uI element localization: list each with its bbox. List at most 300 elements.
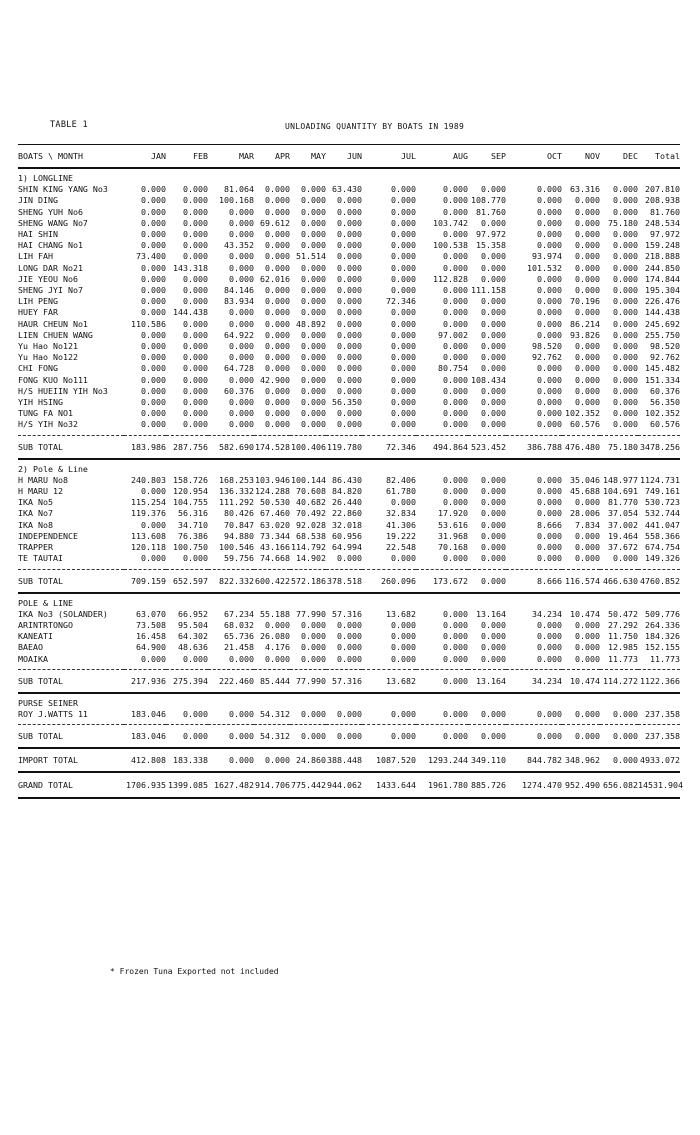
cell-value: 37.672 — [608, 542, 638, 553]
cell-value: 70.608 — [296, 486, 326, 497]
cell-value: 0.000 — [443, 708, 468, 719]
table-row — [18, 285, 680, 296]
cell-value: 914.706 — [254, 772, 290, 798]
row-label: TE TAUTAI — [18, 553, 63, 564]
cell-value: 0.000 — [183, 374, 208, 385]
cell-value: 0.000 — [229, 262, 254, 273]
cell-value: 0.000 — [141, 374, 166, 385]
cell-value: 0.000 — [265, 385, 290, 396]
cell-value: 0.000 — [141, 486, 166, 497]
cell-value: 0.000 — [613, 206, 638, 217]
table-row — [18, 419, 680, 430]
cell-value: 0.000 — [481, 408, 506, 419]
cell-value: 41.306 — [386, 519, 416, 530]
cell-value: 145.482 — [645, 363, 680, 374]
cell-value: 174.844 — [645, 273, 680, 284]
cell-value: 195.304 — [645, 285, 680, 296]
table-row — [18, 553, 680, 564]
cell-value: 32.834 — [386, 508, 416, 519]
cell-value: 103.742 — [433, 217, 468, 228]
cell-value: 0.000 — [575, 385, 600, 396]
import-total-row — [18, 748, 680, 772]
table-row — [18, 240, 680, 251]
cell-value: 70.196 — [570, 296, 600, 307]
cell-value: 494.864 — [416, 435, 468, 459]
cell-value: 1122.366 — [638, 669, 680, 693]
cell-value: 0.000 — [481, 273, 506, 284]
cell-value: 0.000 — [265, 240, 290, 251]
cell-value: 100.750 — [173, 542, 208, 553]
cell-value: 102.352 — [645, 408, 680, 419]
cell-value: 237.358 — [638, 725, 680, 749]
cell-value: 0.000 — [141, 296, 166, 307]
cell-value: 0.000 — [301, 397, 326, 408]
cell-value: 37.054 — [608, 508, 638, 519]
cell-value: 0.000 — [443, 385, 468, 396]
cell-value: 8.666 — [537, 519, 562, 530]
cell-value: 0.000 — [481, 307, 506, 318]
row-label: SHIN KING YANG No3 — [18, 184, 108, 195]
cell-value: 16.458 — [136, 631, 166, 642]
cell-value: 0.000 — [481, 708, 506, 719]
cell-value: 287.756 — [166, 435, 208, 459]
cell-value: 0.000 — [575, 374, 600, 385]
column-header: FEB — [166, 145, 208, 169]
cell-value: 0.000 — [229, 397, 254, 408]
cell-value: 0.000 — [183, 240, 208, 251]
cell-value: 1961.780 — [416, 772, 468, 798]
cell-value: 0.000 — [481, 542, 506, 553]
cell-value: 67.234 — [224, 608, 254, 619]
cell-value: 21.458 — [224, 642, 254, 653]
cell-value: 0.000 — [537, 296, 562, 307]
cell-value: 0.000 — [141, 240, 166, 251]
cell-value: 19.464 — [608, 530, 638, 541]
cell-value: 0.000 — [265, 397, 290, 408]
cell-value: 532.744 — [645, 508, 680, 519]
cell-value: 183.338 — [166, 748, 208, 772]
cell-value: 0.000 — [575, 619, 600, 630]
cell-value: 86.430 — [332, 474, 362, 485]
cell-value: 0.000 — [183, 273, 208, 284]
cell-value: 656.082 — [600, 772, 638, 798]
cell-value: 63.430 — [332, 184, 362, 195]
row-label: HAI CHANG No1 — [18, 240, 83, 251]
cell-value: 275.394 — [166, 669, 208, 693]
cell-value: 92.028 — [296, 519, 326, 530]
cell-value: 0.000 — [575, 195, 600, 206]
cell-value: 0.000 — [443, 642, 468, 653]
cell-value: 0.000 — [141, 408, 166, 419]
cell-value: 0.000 — [141, 217, 166, 228]
cell-value: 0.000 — [391, 240, 416, 251]
cell-value: 1274.470 — [506, 772, 562, 798]
cell-value: 10.474 — [562, 669, 600, 693]
cell-value: 944.062 — [326, 772, 362, 798]
cell-value: 709.159 — [124, 569, 166, 593]
cell-value: 0.000 — [391, 329, 416, 340]
cell-value: 0.000 — [443, 206, 468, 217]
row-label: YIH HSING — [18, 397, 63, 408]
cell-value: 63.070 — [136, 608, 166, 619]
cell-value: 0.000 — [229, 708, 254, 719]
cell-value: 0.000 — [337, 352, 362, 363]
cell-value: 50.530 — [260, 497, 290, 508]
table-row — [18, 184, 680, 195]
cell-value: 0.000 — [443, 631, 468, 642]
cell-value: 0.000 — [613, 341, 638, 352]
cell-value: 0.000 — [229, 307, 254, 318]
cell-value: 0.000 — [183, 708, 208, 719]
cell-value: 97.972 — [476, 229, 506, 240]
cell-value: 0.000 — [443, 184, 468, 195]
cell-value: 386.788 — [506, 435, 562, 459]
cell-value: 0.000 — [481, 329, 506, 340]
table-row — [18, 341, 680, 352]
cell-value: 0.000 — [575, 708, 600, 719]
cell-value: 0.000 — [537, 217, 562, 228]
cell-value: 0.000 — [301, 262, 326, 273]
cell-value: 952.490 — [562, 772, 600, 798]
column-header: MAR — [208, 145, 254, 169]
cell-value: 0.000 — [301, 184, 326, 195]
cell-value: 151.334 — [645, 374, 680, 385]
cell-value: 108.434 — [471, 374, 506, 385]
cell-value: 0.000 — [537, 195, 562, 206]
cell-value: 119.780 — [326, 435, 362, 459]
cell-value: 0.000 — [141, 553, 166, 564]
cell-value: 0.000 — [141, 195, 166, 206]
table-row — [18, 631, 680, 642]
column-header: NOV — [562, 145, 600, 169]
cell-value: 0.000 — [265, 341, 290, 352]
cell-value: 98.520 — [532, 341, 562, 352]
cell-value: 0.000 — [183, 352, 208, 363]
cell-value: 0.000 — [337, 329, 362, 340]
table-row — [18, 319, 680, 330]
cell-value: 108.770 — [471, 195, 506, 206]
cell-value: 0.000 — [183, 195, 208, 206]
cell-value: 0.000 — [575, 206, 600, 217]
cell-value: 0.000 — [613, 419, 638, 430]
table-row — [18, 397, 680, 408]
cell-value: 0.000 — [183, 251, 208, 262]
cell-value: 245.692 — [645, 318, 680, 329]
cell-value: 0.000 — [443, 251, 468, 262]
cell-value: 652.597 — [166, 569, 208, 593]
row-label: JIN DING — [18, 195, 58, 206]
table-body — [18, 168, 683, 798]
table-row — [18, 274, 680, 285]
cell-value: 27.292 — [608, 619, 638, 630]
cell-value: 0.000 — [443, 352, 468, 363]
cell-value: 0.000 — [537, 229, 562, 240]
cell-value: 0.000 — [537, 619, 562, 630]
cell-value: 59.756 — [224, 553, 254, 564]
cell-value: 0.000 — [265, 653, 290, 664]
column-header: OCT — [506, 145, 562, 169]
cell-value: 4933.072 — [638, 748, 680, 772]
row-label: TRAPPER — [18, 542, 53, 553]
cell-value: 0.000 — [443, 608, 468, 619]
cell-value: 0.000 — [183, 419, 208, 430]
grand-total-row — [18, 772, 680, 798]
cell-value: 0.000 — [301, 240, 326, 251]
cell-value: 0.000 — [537, 553, 562, 564]
cell-value: 0.000 — [575, 273, 600, 284]
cell-value: 348.962 — [562, 748, 600, 772]
cell-value: 159.248 — [645, 240, 680, 251]
subtotal-row — [18, 669, 680, 693]
cell-value: 0.000 — [481, 519, 506, 530]
cell-value: 0.000 — [337, 217, 362, 228]
cell-value: 0.000 — [575, 542, 600, 553]
cell-value: 0.000 — [337, 553, 362, 564]
cell-value: 822.332 — [208, 569, 254, 593]
cell-value: 1399.085 — [166, 772, 208, 798]
cell-value: 0.000 — [443, 653, 468, 664]
table-title: UNLOADING QUANTITY BY BOATS IN 1989 — [285, 122, 465, 131]
row-label: ROY J.WATTS 11 — [18, 708, 88, 719]
cell-value: 73.344 — [260, 530, 290, 541]
cell-value: 34.710 — [178, 519, 208, 530]
cell-value: 0.000 — [443, 307, 468, 318]
cell-value: 0.000 — [613, 397, 638, 408]
cell-value: 218.888 — [645, 251, 680, 262]
cell-value: 143.318 — [173, 262, 208, 273]
cell-value: 0.000 — [481, 619, 506, 630]
table-row — [18, 375, 680, 386]
section-title-row — [18, 593, 680, 609]
cell-value: 57.316 — [326, 669, 362, 693]
cell-value: 0.000 — [443, 318, 468, 329]
cell-value: 0.000 — [183, 217, 208, 228]
cell-value: 0.000 — [613, 329, 638, 340]
cell-value: 67.460 — [260, 508, 290, 519]
cell-value: 466.630 — [600, 569, 638, 593]
cell-value: 56.350 — [650, 397, 680, 408]
cell-value: 0.000 — [537, 653, 562, 664]
cell-value: 0.000 — [229, 341, 254, 352]
row-label: SUB TOTAL — [18, 435, 124, 459]
cell-value: 0.000 — [141, 363, 166, 374]
section-title: PURSE SEINER — [18, 697, 78, 708]
cell-value: 600.422 — [254, 569, 290, 593]
cell-value: 13.682 — [386, 608, 416, 619]
cell-value: 0.000 — [141, 352, 166, 363]
cell-value: 63.020 — [260, 519, 290, 530]
cell-value: 0.000 — [416, 669, 468, 693]
cell-value: 17.920 — [438, 508, 468, 519]
cell-value: 0.000 — [301, 385, 326, 396]
table-row — [18, 620, 680, 631]
cell-value: 0.000 — [337, 619, 362, 630]
cell-value: 0.000 — [443, 195, 468, 206]
row-label: INDEPENDENCE — [18, 530, 78, 541]
cell-value: 92.762 — [532, 352, 562, 363]
cell-value: 0.000 — [301, 363, 326, 374]
cell-value: 120.954 — [173, 486, 208, 497]
column-header: JUN — [326, 145, 362, 169]
cell-value: 64.728 — [224, 363, 254, 374]
cell-value: 0.000 — [537, 530, 562, 541]
cell-value: 0.000 — [537, 474, 562, 485]
cell-value: 48.892 — [296, 318, 326, 329]
cell-value: 0.000 — [575, 497, 600, 508]
table-row — [18, 307, 680, 318]
cell-value: 54.312 — [254, 725, 290, 749]
cell-value: 94.880 — [224, 530, 254, 541]
cell-value: 0.000 — [337, 631, 362, 642]
cell-value: 0.000 — [391, 307, 416, 318]
row-label: KANEATI — [18, 631, 53, 642]
cell-value: 0.000 — [183, 229, 208, 240]
cell-value: 0.000 — [141, 419, 166, 430]
cell-value: 0.000 — [391, 708, 416, 719]
cell-value: 1087.520 — [362, 748, 416, 772]
cell-value: 558.366 — [645, 530, 680, 541]
cell-value: 0.000 — [337, 408, 362, 419]
cell-value: 115.254 — [131, 497, 166, 508]
column-header: JUL — [362, 145, 416, 169]
section-title: 1) LONGLINE — [18, 173, 73, 183]
cell-value: 0.000 — [537, 631, 562, 642]
cell-value: 0.000 — [613, 229, 638, 240]
cell-value: 0.000 — [183, 653, 208, 664]
cell-value: 0.000 — [183, 285, 208, 296]
cell-value: 0.000 — [301, 206, 326, 217]
cell-value: 226.476 — [645, 296, 680, 307]
cell-value: 255.750 — [645, 329, 680, 340]
cell-value: 174.528 — [254, 435, 290, 459]
cell-value: 0.000 — [141, 397, 166, 408]
cell-value: 0.000 — [337, 285, 362, 296]
table-row — [18, 229, 680, 240]
subtotal-row — [18, 569, 680, 593]
section-title: 2) Pole & Line — [18, 463, 88, 474]
cell-value: 72.346 — [386, 296, 416, 307]
table-row — [18, 195, 680, 206]
cell-value: 0.000 — [301, 374, 326, 385]
cell-value: 0.000 — [337, 273, 362, 284]
cell-value: 208.938 — [645, 195, 680, 206]
cell-value: 0.000 — [265, 408, 290, 419]
cell-value: 136.332 — [219, 486, 254, 497]
row-label: SUB TOTAL — [18, 569, 124, 593]
cell-value: 0.000 — [265, 285, 290, 296]
cell-value: 0.000 — [183, 318, 208, 329]
cell-value: 0.000 — [183, 397, 208, 408]
cell-value: 0.000 — [265, 262, 290, 273]
row-label: CHI FONG — [18, 363, 58, 374]
cell-value: 0.000 — [537, 363, 562, 374]
cell-value: 0.000 — [301, 642, 326, 653]
cell-value: 674.754 — [645, 542, 680, 553]
cell-value: 0.000 — [265, 296, 290, 307]
cell-value: 76.386 — [178, 530, 208, 541]
cell-value: 0.000 — [537, 318, 562, 329]
cell-value: 0.000 — [416, 725, 468, 749]
cell-value: 40.682 — [296, 497, 326, 508]
cell-value: 0.000 — [229, 206, 254, 217]
cell-value: 260.096 — [362, 569, 416, 593]
section-title-row — [18, 459, 680, 475]
cell-value: 885.726 — [468, 772, 506, 798]
cell-value: 0.000 — [265, 229, 290, 240]
row-label: LONG DAR No21 — [18, 262, 83, 273]
cell-value: 0.000 — [391, 419, 416, 430]
cell-value: 0.000 — [613, 352, 638, 363]
cell-value: 0.000 — [481, 508, 506, 519]
cell-value: 0.000 — [301, 352, 326, 363]
cell-value: 0.000 — [141, 285, 166, 296]
cell-value: 0.000 — [468, 725, 506, 749]
cell-value: 0.000 — [562, 725, 600, 749]
cell-value: 0.000 — [575, 251, 600, 262]
cell-value: 97.002 — [438, 329, 468, 340]
cell-value: 378.518 — [326, 569, 362, 593]
cell-value: 0.000 — [265, 195, 290, 206]
cell-value: 100.406 — [290, 435, 326, 459]
cell-value: 222.460 — [208, 669, 254, 693]
cell-value: 0.000 — [265, 206, 290, 217]
table-row — [18, 218, 680, 229]
footnote: * Frozen Tuna Exported not included — [110, 967, 279, 976]
cell-value: 0.000 — [229, 419, 254, 430]
cell-value: 0.000 — [481, 363, 506, 374]
cell-value: 0.000 — [391, 262, 416, 273]
cell-value: 0.000 — [183, 329, 208, 340]
cell-value: 0.000 — [481, 251, 506, 262]
cell-value: 237.358 — [645, 708, 680, 719]
table-row — [18, 542, 680, 553]
cell-value: 0.000 — [391, 352, 416, 363]
cell-value: 75.180 — [600, 435, 638, 459]
cell-value: 0.000 — [613, 374, 638, 385]
cell-value: 844.782 — [506, 748, 562, 772]
cell-value: 0.000 — [575, 553, 600, 564]
cell-value: 10.474 — [570, 608, 600, 619]
cell-value: 0.000 — [481, 553, 506, 564]
cell-value: 65.736 — [224, 631, 254, 642]
row-label: HAI SHIN — [18, 229, 58, 240]
cell-value: 85.444 — [254, 669, 290, 693]
column-header: MAY — [290, 145, 326, 169]
cell-value: 0.000 — [613, 708, 638, 719]
cell-value: 110.586 — [131, 318, 166, 329]
cell-value: 0.000 — [208, 748, 254, 772]
cell-value: 0.000 — [391, 184, 416, 195]
row-label: IKA No8 — [18, 519, 53, 530]
cell-value: 0.000 — [613, 553, 638, 564]
cell-value: 0.000 — [613, 408, 638, 419]
cell-value: 0.000 — [229, 653, 254, 664]
row-label: H MARU No8 — [18, 474, 68, 485]
cell-value: 0.000 — [537, 397, 562, 408]
cell-value: 0.000 — [183, 553, 208, 564]
cell-value: 0.000 — [391, 631, 416, 642]
cell-value: 0.000 — [337, 251, 362, 262]
cell-value: 0.000 — [443, 619, 468, 630]
cell-value: 31.968 — [438, 530, 468, 541]
cell-value: 0.000 — [208, 725, 254, 749]
row-label: IMPORT TOTAL — [18, 748, 124, 772]
cell-value: 144.438 — [645, 307, 680, 318]
table-row — [18, 386, 680, 397]
section-title: POLE & LINE — [18, 597, 73, 608]
row-label: ARINTRTONGO — [18, 619, 73, 630]
cell-value: 184.326 — [645, 631, 680, 642]
